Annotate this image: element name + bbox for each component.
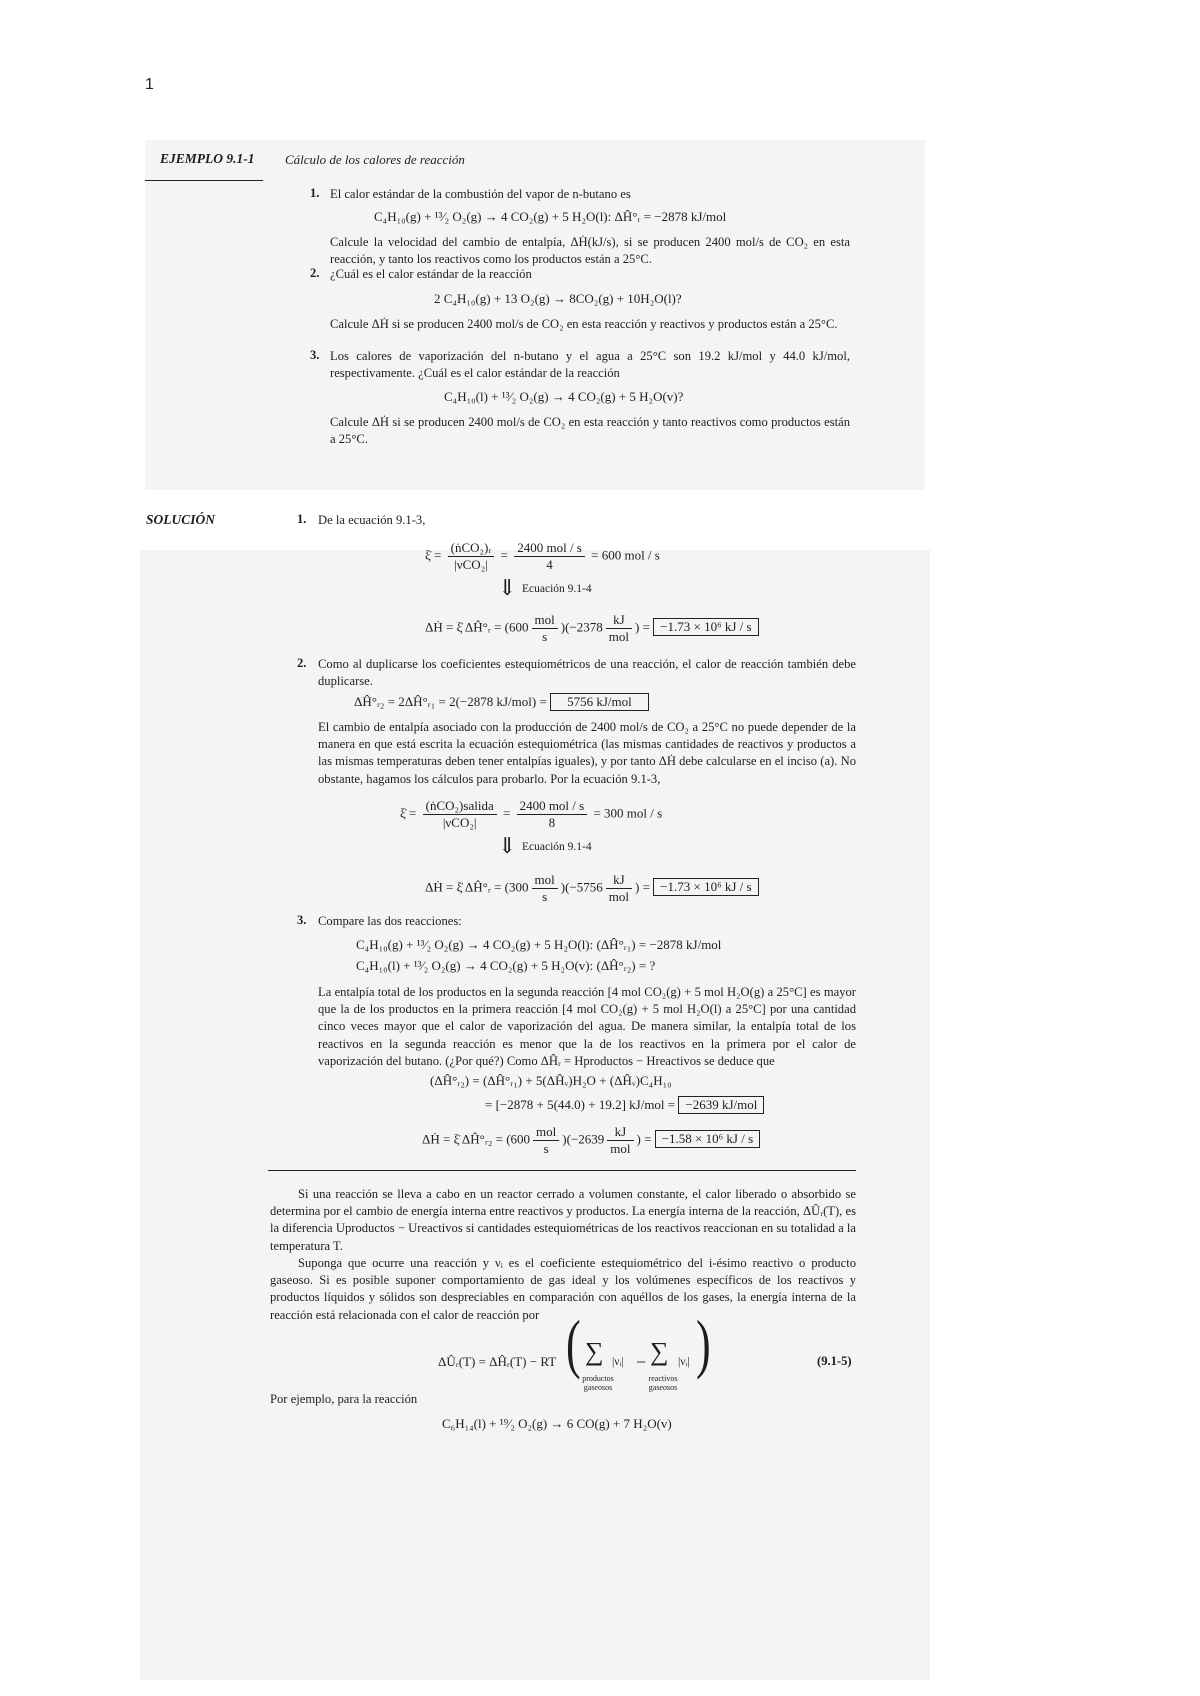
solution-label: SOLUCIÓN xyxy=(146,512,216,527)
solution-part-intro: De la ecuación 9.1-3, xyxy=(318,513,426,527)
extent-equation: ξ̇ = $\frac{\text{(ṅCO₂)ᵣ}}{\text{|νCO₂|}}$ = $\frac{\text{2400 mol / s}}{4}$ = 600 mol / s xyxy=(425,540,660,572)
solution-part-intro: Compare las dos reacciones: xyxy=(318,914,462,928)
result-box: −1.58 × 10⁶ kJ / s xyxy=(655,1130,760,1148)
example-intro: Por ejemplo, para la reacción xyxy=(270,1392,418,1406)
vaporization-result: = [−2878 + 5(44.0) + 19.2] kJ/mol = −2639 kJ/mol xyxy=(485,1096,764,1114)
example-label: EJEMPLO 9.1-1 xyxy=(160,151,255,166)
sum-subscript: reactivos gaseosos xyxy=(648,1374,678,1392)
item-followup: Calcule la velocidad del cambio de entalpía, ΔḢ(kJ/s), si se producen 2400 mol/s de CO₂ en esta reacción, y tanto los reactivos como los productos están a 25°C. xyxy=(330,235,850,267)
body-paragraph: Suponga que ocurre una reacción y νᵢ es el coeficiente estequiométrico del i-ésimo reactivo o producto gaseoso. Si es posible suponer comportamiento de gas ideal y los volúmenes específicos de los reactivos y productos líquidos y sólidos son despreciables en comparación con aquéllos de los gases, la energía interna de la reacción está relacionada con el calor de reacción por xyxy=(270,1256,856,1322)
item-text: El calor estándar de la combustión del vapor de n-butano es xyxy=(330,187,631,201)
summation-icon: ∑ xyxy=(585,1337,604,1366)
close-bracket: ) xyxy=(696,1306,711,1381)
reaction-2: C₄H₁₀(l) + ¹³⁄₂ O₂(g) → 4 CO₂(g) + 5 H₂O(v): (ΔĤ°ᵣ₂) = ? xyxy=(356,958,656,973)
sum-term: |νᵢ| xyxy=(678,1356,690,1368)
reaction-1: C₄H₁₀(g) + ¹³⁄₂ O₂(g) → 4 CO₂(g) + 5 H₂O(l): (ΔĤ°ᵣ₁) = −2878 kJ/mol xyxy=(356,937,722,952)
internal-energy-equation: ΔÛᵣ(T) = ΔĤᵣ(T) − RT xyxy=(438,1354,557,1369)
solution-part-number: 1. xyxy=(297,512,307,526)
example-equation: C₆H₁₄(l) + ¹⁹⁄₂ O₂(g) → 6 CO(g) + 7 H₂O(v) xyxy=(442,1416,672,1431)
sum-term: |νᵢ| xyxy=(612,1356,624,1368)
solution-part-number: 2. xyxy=(297,656,307,670)
equation-number: (9.1-5) xyxy=(817,1354,852,1368)
item-equation: C₄H₁₀(l) + ¹³⁄₂ O₂(g) → 4 CO₂(g) + 5 H₂O(v)? xyxy=(444,389,684,404)
item-text: Los calores de vaporización del n-butano y el agua a 25°C son 19.2 kJ/mol y 44.0 kJ/mol, respectivamente. ¿Cuál es el calor estándar de la reacción xyxy=(330,349,850,381)
item-equation: 2 C₄H₁₀(g) + 13 O₂(g) → 8CO₂(g) + 10H₂O(l)? xyxy=(434,291,682,306)
double-down-arrow-icon: ⇓ xyxy=(498,833,517,858)
vaporization-equation: (ΔĤ°ᵣ₂) = (ΔĤ°ᵣ₁) + 5(ΔĤᵥ)H₂O + (ΔĤᵥ)C₄H₁₀ xyxy=(430,1073,672,1088)
section-divider xyxy=(268,1170,856,1171)
item-followup: Calcule ΔḢ si se producen 2400 mol/s de CO₂ en esta reacción y reactivos y productos están a 25°C. xyxy=(330,317,838,331)
item-followup: Calcule ΔḢ si se producen 2400 mol/s de CO₂ en esta reacción y tanto reactivos como productos están a 25°C. xyxy=(330,415,850,447)
open-bracket: ( xyxy=(566,1306,581,1381)
example-title: Cálculo de los calores de reacción xyxy=(285,152,465,167)
double-down-arrow-icon: ⇓ xyxy=(498,575,517,600)
summation-icon: ∑ xyxy=(650,1337,669,1366)
solution-paragraph: El cambio de entalpía asociado con la producción de 2400 mol/s de CO₂ a 25°C no puede depender de la manera en que está escrita la ecuación estequiométrica (las mismas cantidades de reactivos y productos a las mismas temperaturas deben tener entalpías iguales), y por tanto ΔḢ debe calcularse en el inciso (a). No obstante, hagamos los cálculos para probarlo. Por la ecuación 9.1-3, xyxy=(318,720,856,786)
result-box: −1.73 × 10⁶ kJ / s xyxy=(653,878,758,896)
page-number: 1 xyxy=(145,76,154,93)
arrow-label: Ecuación 9.1-4 xyxy=(522,583,592,595)
enthalpy-rate-equation: ΔḢ = ξ̇ ΔĤ°ᵣ = (300 $\frac{\text{mol}}{s}$ )(−5756 $\frac{kJ}{\text{mol}}$ ) = −1.73 × 10⁶ kJ / s xyxy=(425,872,759,905)
extent-equation: ξ̇ = $\frac{\text{(ṅCO₂)salida}}{\text{|νCO₂|}}$ = $\frac{\text{2400 mol / s}}{8}$ = 300 mol / s xyxy=(400,798,663,830)
result-box: 5756 kJ/mol xyxy=(550,693,649,711)
item-number: 1. xyxy=(310,186,320,200)
solution-paragraph: La entalpía total de los productos en la segunda reacción [4 mol CO₂(g) + 5 mol H₂O(g) a 25°C] es mayor que la de los productos en la primera reacción [4 mol CO₂(g) + 5 mol H₂O(l) a 25°C] por una cantidad cinco veces mayor que el calor de vaporización del agua. De manera similar, la entalpía total de los reactivos en la segunda reacción es menor que la de los reactivos en la primera por el calor de vaporización del butano. (¿Por qué?) Como ΔĤᵣ = Hproductos − Hreactivos se deduce que xyxy=(318,985,856,1068)
solution-part-intro: Como al duplicarse los coeficientes estequiométricos de una reacción, el calor de reacción también debe duplicarse. xyxy=(318,657,856,689)
item-text: ¿Cuál es el calor estándar de la reacción xyxy=(330,267,532,281)
body-paragraph: Si una reacción se lleva a cabo en un reactor cerrado a volumen constante, el calor liberado o absorbido se determina por el cambio de energía interna entre reactivos y productos. La energía interna de la reacción, ΔÛᵣ(T), es la diferencia Uproductos − Ureactivos si cantidades estequiométricas de los reactivos reaccionan en su totalidad a la temperatura T. xyxy=(270,1187,856,1253)
example-underline xyxy=(145,180,263,181)
arrow-label: Ecuación 9.1-4 xyxy=(522,841,592,853)
result-box: −1.73 × 10⁶ kJ / s xyxy=(653,618,758,636)
item-number: 2. xyxy=(310,266,320,280)
enthalpy-rate-equation: ΔḢ = ξ̇ ΔĤ°ᵣ₂ = (600 $\frac{\text{mol}}{s}$ )(−2639 $\frac{kJ}{\text{mol}}$ ) = −1.58 × 10⁶ kJ / s xyxy=(422,1124,760,1157)
minus-sign: − xyxy=(636,1352,647,1372)
result-box: −2639 kJ/mol xyxy=(678,1096,764,1114)
item-equation: C₄H₁₀(g) + ¹³⁄₂ O₂(g) → 4 CO₂(g) + 5 H₂O(l): ΔĤ°ᵣ = −2878 kJ/mol xyxy=(374,209,727,224)
solution-part-number: 3. xyxy=(297,913,307,927)
sum-subscript: productos gaseosos xyxy=(582,1374,614,1392)
doubled-heat-equation: ΔĤ°ᵣ₂ = 2ΔĤ°ᵣ₁ = 2(−2878 kJ/mol) = 5756 kJ/mol xyxy=(354,693,649,711)
enthalpy-rate-equation: ΔḢ = ξ̇ ΔĤ°ᵣ = (600 $\frac{\text{mol}}{s}$ )(−2378 $\frac{kJ}{\text{mol}}$ ) = −1.73 × 10⁶ kJ / s xyxy=(425,612,759,645)
item-number: 3. xyxy=(310,348,320,362)
